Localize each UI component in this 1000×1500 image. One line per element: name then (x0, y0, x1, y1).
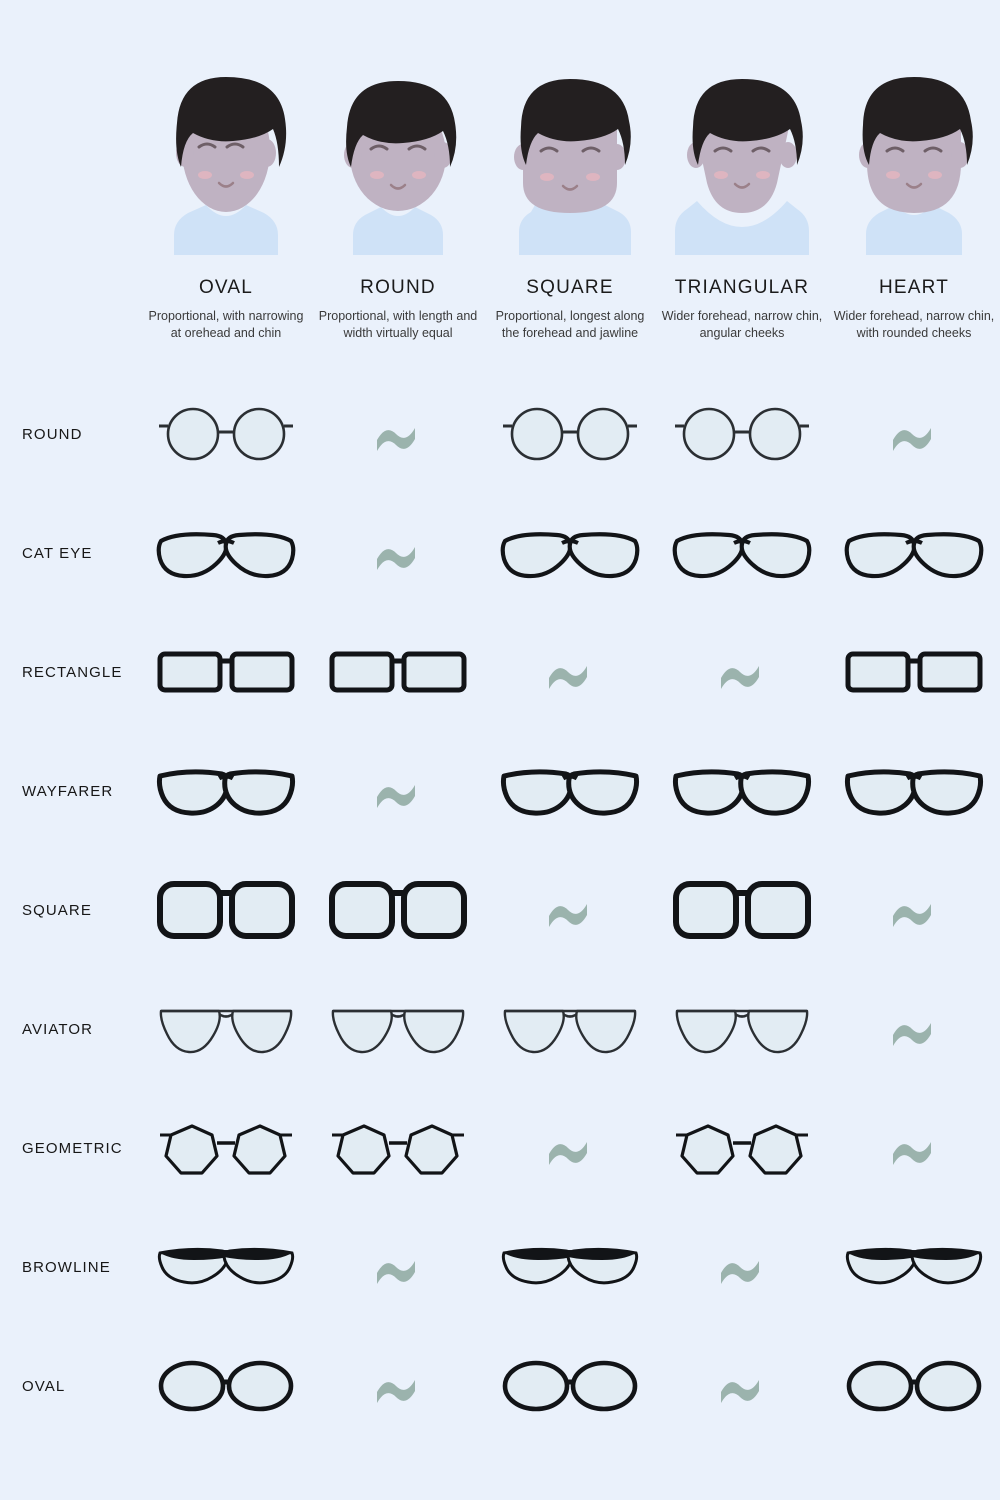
match-cell-browline-oval (140, 1208, 312, 1327)
round-face-svg (323, 55, 473, 255)
geometric-glasses-icon (156, 1121, 296, 1177)
face-title-square: SQUARE (526, 277, 614, 298)
triangular-face-svg (667, 55, 817, 255)
row-label-oval: OVAL (22, 1378, 66, 1395)
match-cell-wayfarer-heart (828, 732, 1000, 851)
no-match-cell-wayfarer-round (312, 732, 484, 851)
face-illustration-square (495, 55, 645, 255)
match-cell-wayfarer-triangular (656, 732, 828, 851)
squiggle-icon (887, 418, 941, 452)
face-title-triangular: TRIANGULAR (674, 277, 810, 298)
round-glasses-icon (672, 404, 812, 466)
geometric-glasses-icon (328, 1121, 468, 1177)
row-label-wayfarer: WAYFARER (22, 783, 114, 800)
heart-face-svg (839, 55, 989, 255)
browline-glasses-icon (500, 1245, 640, 1291)
wayfarer-glasses-icon (844, 766, 984, 818)
square-glasses-icon (156, 879, 296, 943)
match-cell-wayfarer-oval (140, 732, 312, 851)
no-match-cell-geometric-square (484, 1089, 656, 1208)
match-cell-oval-oval (140, 1327, 312, 1446)
cateye-glasses-icon (500, 525, 640, 583)
grid-row (0, 732, 1000, 851)
cateye-glasses-icon (672, 525, 812, 583)
browline-glasses-icon (844, 1245, 984, 1291)
wayfarer-glasses-icon (672, 766, 812, 818)
squiggle-icon (543, 894, 597, 928)
row-label-rectangle: RECTANGLE (22, 664, 123, 681)
match-cell-cateye-oval (140, 494, 312, 613)
oval-glasses-icon (156, 1360, 296, 1414)
match-cell-square-oval (140, 851, 312, 970)
match-cell-cateye-square (484, 494, 656, 613)
face-desc-round: Proportional, with length and width virtually equal (318, 309, 478, 340)
no-match-cell-browline-triangular (656, 1208, 828, 1327)
match-cell-aviator-triangular (656, 970, 828, 1089)
match-cell-rectangle-oval (140, 613, 312, 732)
row-label-aviator: AVIATOR (22, 1021, 94, 1038)
face-desc-oval: Proportional, with narrowing at orehead and chin (148, 309, 304, 340)
squiggle-icon (543, 656, 597, 690)
aviator-glasses-icon (156, 1001, 296, 1059)
squiggle-icon (887, 894, 941, 928)
no-match-cell-square-square (484, 851, 656, 970)
face-column-triangular (656, 55, 828, 365)
rectangle-glasses-icon (844, 648, 984, 698)
square-glasses-icon (672, 879, 812, 943)
match-cell-aviator-square (484, 970, 656, 1089)
no-match-cell-rectangle-square (484, 613, 656, 732)
face-illustration-heart (839, 55, 989, 255)
squiggle-icon (371, 1370, 425, 1404)
cateye-glasses-icon (844, 525, 984, 583)
square-glasses-icon (328, 879, 468, 943)
rectangle-glasses-icon (328, 648, 468, 698)
grid-row (0, 494, 1000, 613)
face-illustration-triangular (667, 55, 817, 255)
match-cell-round-triangular (656, 375, 828, 494)
grid-row (0, 375, 1000, 494)
aviator-glasses-icon (500, 1001, 640, 1059)
squiggle-icon (887, 1132, 941, 1166)
no-match-cell-square-heart (828, 851, 1000, 970)
match-cell-wayfarer-square (484, 732, 656, 851)
match-cell-geometric-triangular (656, 1089, 828, 1208)
row-label-geometric: GEOMETRIC (22, 1140, 123, 1157)
aviator-glasses-icon (328, 1001, 468, 1059)
face-desc-square: Proportional, longest along the forehead and jawline (495, 309, 645, 340)
compatibility-grid (0, 375, 1000, 1446)
oval-glasses-icon (844, 1360, 984, 1414)
face-title-round: ROUND (360, 277, 436, 298)
squiggle-icon (715, 656, 769, 690)
header-row (0, 55, 1000, 365)
face-column-heart (828, 55, 1000, 365)
match-cell-geometric-oval (140, 1089, 312, 1208)
no-match-cell-cateye-round (312, 494, 484, 613)
face-column-square (484, 55, 656, 365)
wayfarer-glasses-icon (500, 766, 640, 818)
grid-row (0, 851, 1000, 970)
header-corner-spacer (0, 55, 140, 365)
squiggle-icon (715, 1251, 769, 1285)
match-cell-browline-heart (828, 1208, 1000, 1327)
browline-glasses-icon (156, 1245, 296, 1291)
square-face-svg (495, 55, 645, 255)
squiggle-icon (371, 1251, 425, 1285)
match-cell-geometric-round (312, 1089, 484, 1208)
match-cell-aviator-round (312, 970, 484, 1089)
match-cell-cateye-heart (828, 494, 1000, 613)
face-desc-triangular: Wider forehead, narrow chin, angular cheeks (661, 309, 823, 340)
no-match-cell-browline-round (312, 1208, 484, 1327)
face-column-round (312, 55, 484, 365)
face-title-heart: HEART (878, 277, 950, 298)
match-cell-aviator-oval (140, 970, 312, 1089)
no-match-cell-oval-triangular (656, 1327, 828, 1446)
row-label-square: SQUARE (22, 902, 92, 919)
no-match-cell-round-heart (828, 375, 1000, 494)
grid-row (0, 1208, 1000, 1327)
no-match-cell-aviator-heart (828, 970, 1000, 1089)
match-cell-rectangle-round (312, 613, 484, 732)
squiggle-icon (543, 1132, 597, 1166)
match-cell-square-round (312, 851, 484, 970)
match-cell-cateye-triangular (656, 494, 828, 613)
face-desc-heart: Wider forehead, narrow chin, with rounded cheeks (833, 309, 995, 340)
squiggle-icon (371, 537, 425, 571)
round-glasses-icon (156, 404, 296, 466)
row-label-cateye: CAT EYE (22, 545, 93, 562)
squiggle-icon (371, 775, 425, 809)
no-match-cell-round-round (312, 375, 484, 494)
match-cell-square-triangular (656, 851, 828, 970)
round-glasses-icon (500, 404, 640, 466)
geometric-glasses-icon (672, 1121, 812, 1177)
cateye-glasses-icon (156, 525, 296, 583)
rectangle-glasses-icon (156, 648, 296, 698)
oval-glasses-icon (500, 1360, 640, 1414)
match-cell-oval-heart (828, 1327, 1000, 1446)
oval-face-svg (151, 55, 301, 255)
grid-row (0, 1089, 1000, 1208)
squiggle-icon (371, 418, 425, 452)
squiggle-icon (887, 1013, 941, 1047)
face-title-oval: OVAL (198, 277, 254, 298)
aviator-glasses-icon (672, 1001, 812, 1059)
row-label-round: ROUND (22, 426, 83, 443)
match-cell-round-square (484, 375, 656, 494)
match-cell-browline-square (484, 1208, 656, 1327)
face-illustration-oval (151, 55, 301, 255)
grid-row (0, 1327, 1000, 1446)
match-cell-oval-square (484, 1327, 656, 1446)
wayfarer-glasses-icon (156, 766, 296, 818)
no-match-cell-geometric-heart (828, 1089, 1000, 1208)
grid-row (0, 613, 1000, 732)
face-column-oval (140, 55, 312, 365)
match-cell-rectangle-heart (828, 613, 1000, 732)
squiggle-icon (715, 1370, 769, 1404)
grid-row (0, 970, 1000, 1089)
no-match-cell-oval-round (312, 1327, 484, 1446)
face-illustration-round (323, 55, 473, 255)
match-cell-round-oval (140, 375, 312, 494)
row-label-browline: BROWLINE (22, 1259, 111, 1276)
no-match-cell-rectangle-triangular (656, 613, 828, 732)
